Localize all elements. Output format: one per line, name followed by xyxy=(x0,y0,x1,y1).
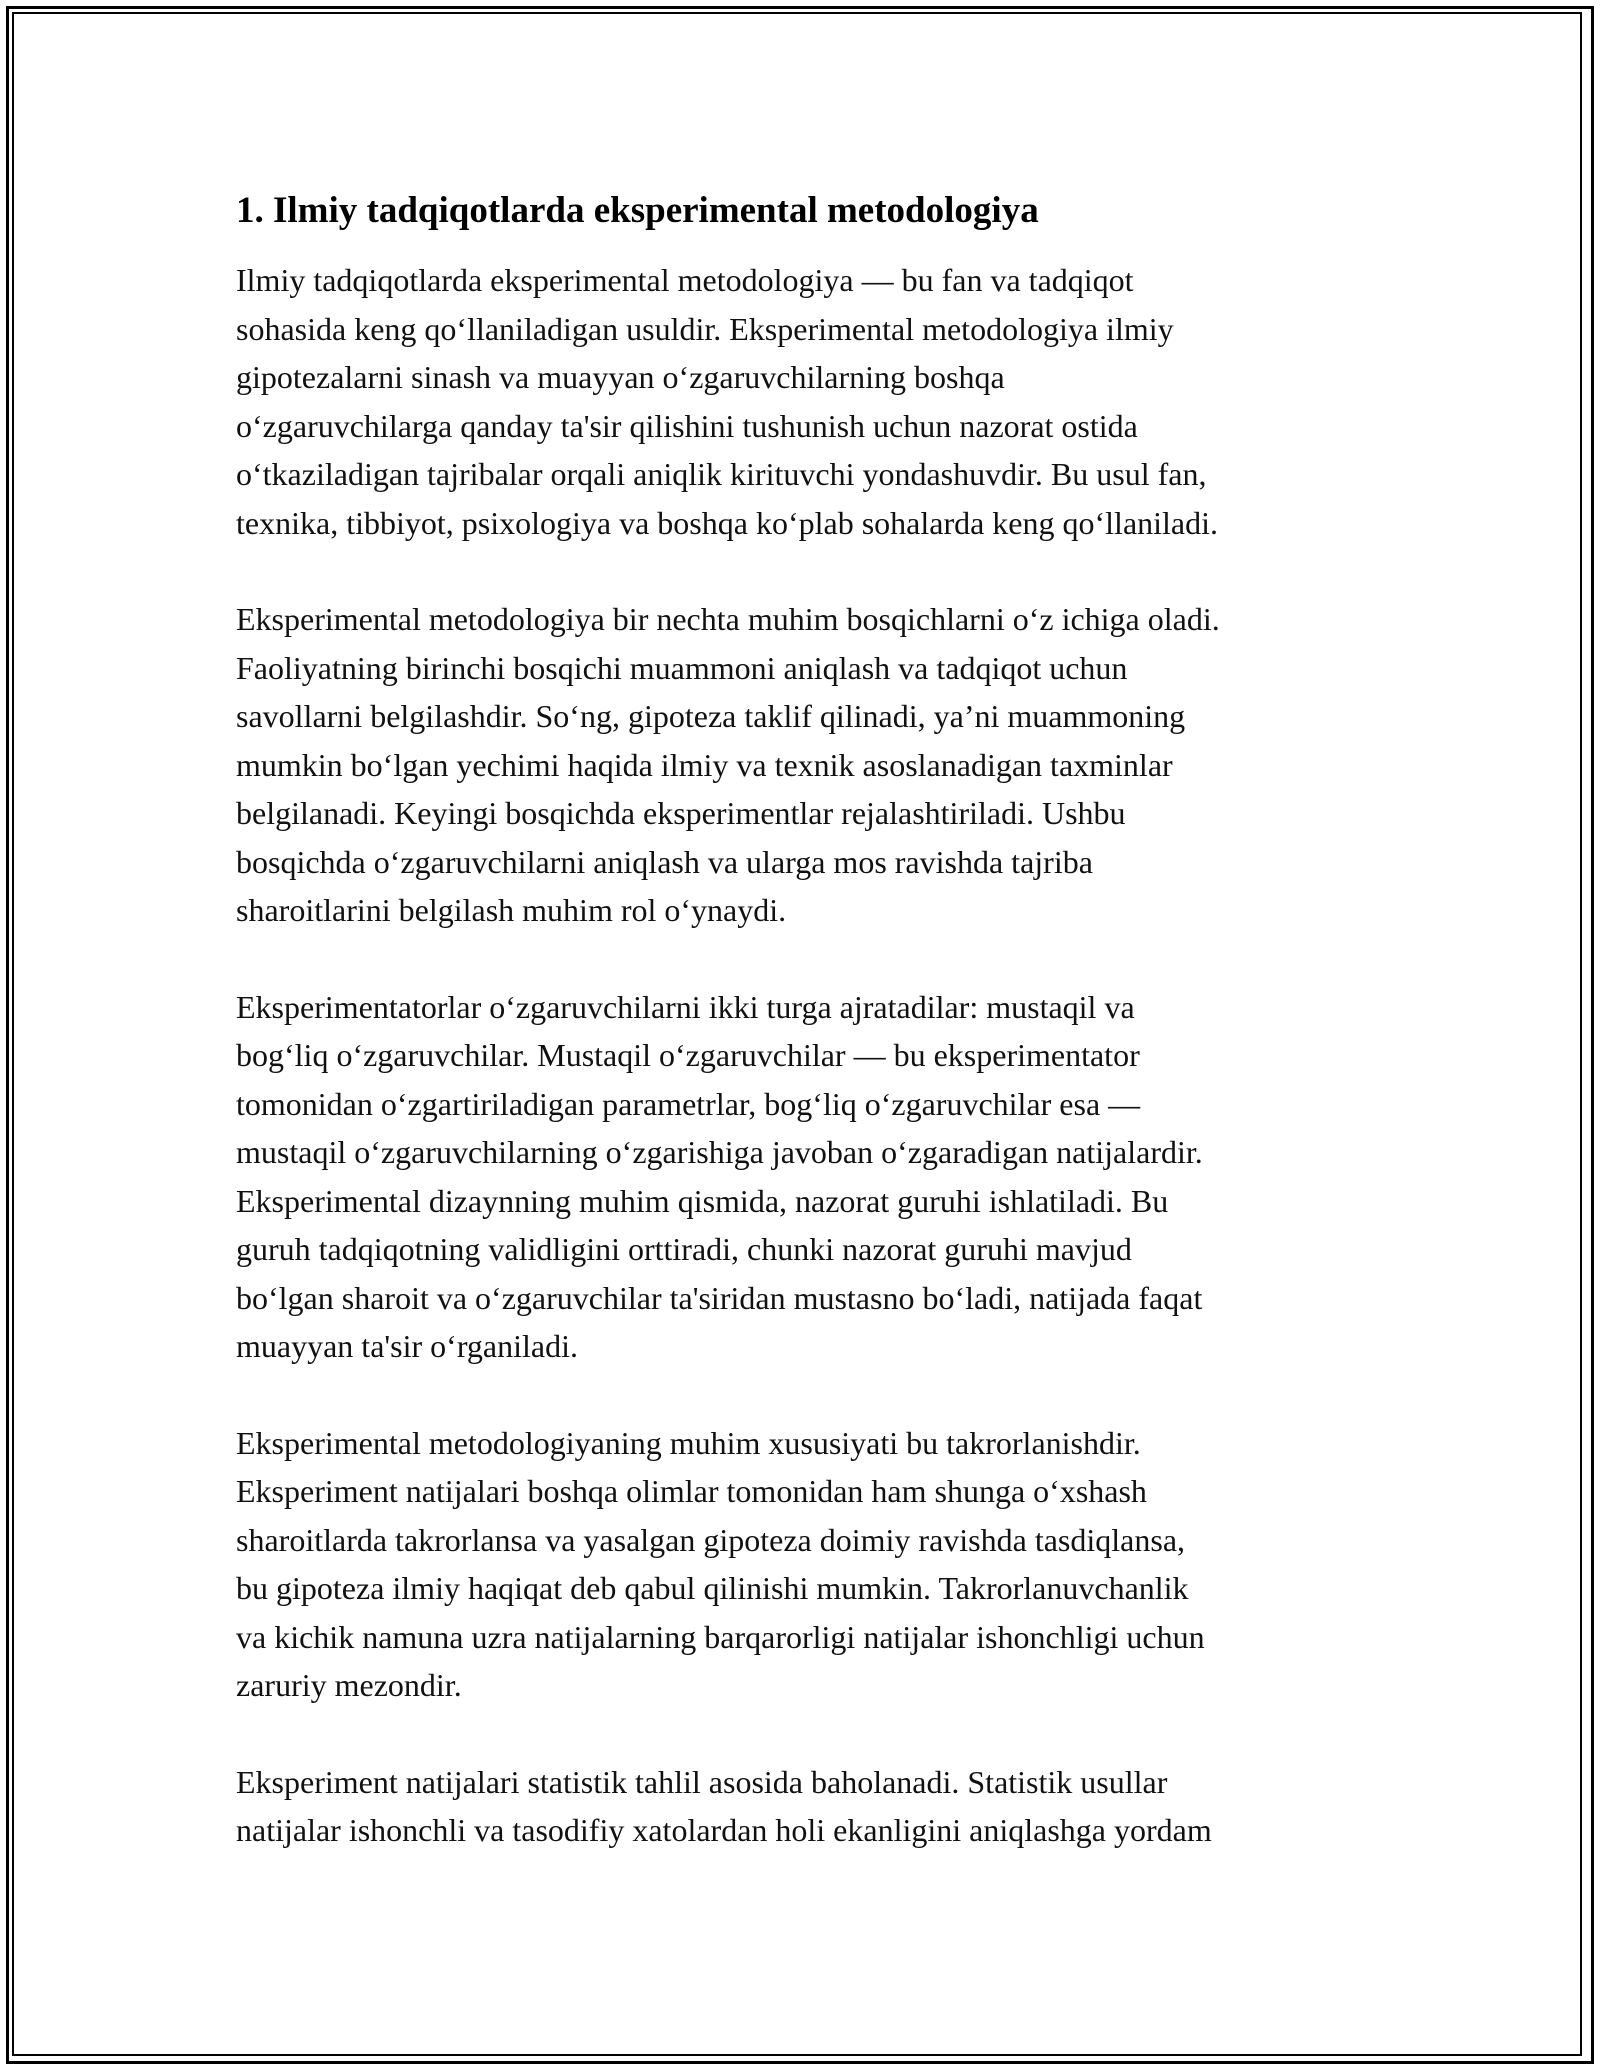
text-line: mumkin bo‘lgan yechimi haqida ilmiy va texnik asoslanadigan taxminlar xyxy=(236,746,1173,783)
text-line: Faoliyatning birinchi bosqichi muammoni aniqlash va tadqiqot uchun xyxy=(236,649,1128,686)
text-line: mustaqil o‘zgaruvchilarning o‘zgarishiga javoban o‘zgaradigan natijalardir. xyxy=(236,1134,1203,1170)
text-line: gipotezalarni sinash va muayyan o‘zgaruvchilarning boshqa xyxy=(236,359,1005,395)
text-line: guruh tadqiqotning validligini orttiradi, chunki nazorat guruhi mavjud xyxy=(236,1231,1132,1267)
text-line: va kichik namuna uzra natijalarning barqarorligi natijalar ishonchligi uchun xyxy=(236,1618,1205,1655)
paragraph-2 xyxy=(236,595,1386,935)
text-line: Eksperimental metodologiya bir nechta muhim bosqichlarni o‘z ichiga oladi. xyxy=(236,601,1220,637)
text-line: savollarni belgilashdir. So‘ng, gipoteza taklif qilinadi, ya’ni muammoning xyxy=(236,698,1186,734)
text-line: sohasida keng qo‘llaniladigan usuldir. Eksperimental metodologiya ilmiy xyxy=(236,310,1174,347)
text-line: Eksperiment natijalari statistik tahlil asosida baholanadi. Statistik usullar xyxy=(236,1763,1168,1800)
text-line: o‘tkaziladigan tajribalar orqali aniqlik kirituvchi yondashuvdir. Bu usul fan, xyxy=(236,456,1207,492)
text-line: sharoitlarini belgilash muhim rol o‘ynaydi. xyxy=(236,892,787,928)
text-line: bu gipoteza ilmiy haqiqat deb qabul qilinishi mumkin. Takrorlanuvchanlik xyxy=(236,1570,1189,1606)
text-line: bog‘liq o‘zgaruvchilar. Mustaqil o‘zgaruvchilar — bu eksperimentator xyxy=(236,1037,1140,1073)
paragraph-5 xyxy=(236,1758,1386,1855)
paragraph-1 xyxy=(236,256,1386,547)
text-line: Eksperimental dizaynning muhim qismida, nazorat guruhi ishlatiladi. Bu xyxy=(236,1182,1169,1219)
paragraph-4 xyxy=(236,1419,1386,1710)
text-line: bo‘lgan sharoit va o‘zgaruvchilar ta'siridan mustasno bo‘ladi, natijada faqat xyxy=(236,1279,1203,1316)
text-line: texnika, tibbiyot, psixologiya va boshqa ko‘plab sohalarda keng qo‘llaniladi. xyxy=(236,504,1219,541)
text-line: o‘zgaruvchilarga qanday ta'sir qilishini tushunish uchun nazorat ostida xyxy=(236,407,1138,444)
text-line: muayyan ta'sir o‘rganiladi. xyxy=(236,1328,578,1364)
text-line: zaruriy mezondir. xyxy=(236,1667,462,1703)
text-line: Eksperiment natijalari boshqa olimlar tomonidan ham shunga o‘xshash xyxy=(236,1473,1147,1509)
section-heading: 1. Ilmiy tadqiqotlarda eksperimental metodologiya xyxy=(236,190,1039,231)
document-body xyxy=(236,186,1386,1903)
text-line: natijalar ishonchli va tasodifiy xatolardan holi ekanligini aniqlashga yordam xyxy=(236,1812,1212,1848)
text-line: Eksperimental metodologiyaning muhim xususiyati bu takrorlanishdir. xyxy=(236,1424,1141,1461)
text-line: sharoitlarda takrorlansa va yasalgan gipoteza doimiy ravishda tasdiqlansa, xyxy=(236,1521,1186,1558)
text-line: Ilmiy tadqiqotlarda eksperimental metodologiya — bu fan va tadqiqot xyxy=(236,262,1134,298)
text-line: belgilanadi. Keyingi bosqichda eksperimentlar rejalashtiriladi. Ushbu xyxy=(236,795,1126,831)
text-line: bosqichda o‘zgaruvchilarni aniqlash va ularga mos ravishda tajriba xyxy=(236,843,1093,880)
text-line: tomonidan o‘zgartiriladigan parametrlar, bog‘liq o‘zgaruvchilar esa — xyxy=(236,1085,1141,1122)
text-line: Eksperimentatorlar o‘zgaruvchilarni ikki turga ajratadilar: mustaqil va xyxy=(236,988,1135,1025)
paragraph-3 xyxy=(236,983,1386,1371)
